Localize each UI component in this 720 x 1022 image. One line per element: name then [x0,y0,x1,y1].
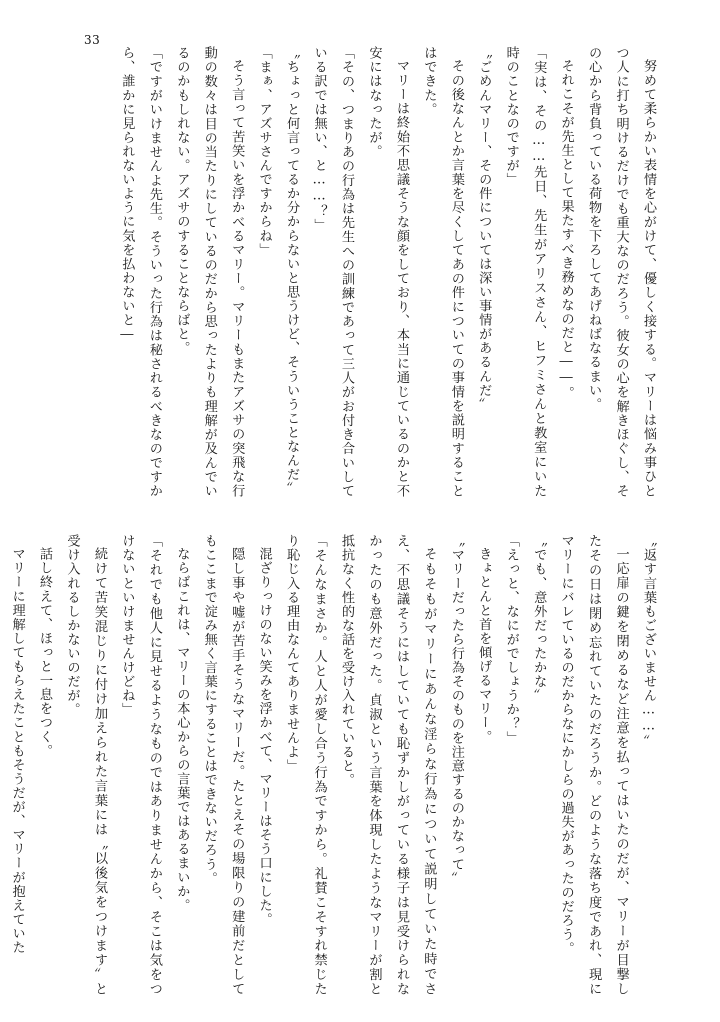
paragraph: 続けて苦笑混じりに付け加えられた言葉には〝以後気をつけます〟と受け入れるしかないのだが。 [64,534,107,996]
paragraph: 「ですがいけませんよ先生。そういった行為は秘されるべきなのですから、誰かに見られないように気を払わないと― [119,46,162,498]
paragraph: 〝ちょっと何言ってるか分からないと思うけど、そういうことなんだ〟 [284,46,300,496]
paragraph: 「そんなまさか。人と人が愛し合う行為ですから。礼賛こそすれ禁じたり恥じ入る理由なんてありませんよ」 [284,534,327,996]
paragraph: 「まぁ、アズサさんですからね」 [256,46,272,257]
paragraph: 話し終えて、ほっと一息をつく。 [37,547,53,758]
paragraph: 「実は、その……先日、先生がアリスさん、ヒフミさんと教室にいた時のことなのですが」 [503,46,547,498]
paragraph: 「それでも他人に見せるようなものではありませんから、そこは気をつけないといけませんけどね」 [119,534,162,996]
text-block-upper [54,46,662,498]
paragraph: ならばこれは、マリーの本心からの言葉ではあるまいか。 [174,547,190,913]
paragraph: マリーは終始不思議そうな顔をしており、本当に通じているのかと不安にはなったが。 [366,46,409,498]
paragraph: そもそもがマリーにあんな淫らな行為について説明していた時でさえ、不思議そうにはしていても恥ずかしがっている様子は見受けられなかったのも意外だった。貞淑という言葉を体現したようなマリーが割と抵抗なく性的な話を受け入れていると。 [339,534,437,996]
paragraph: 〝ごめんマリー、その件については深い事情があるんだ〟 [476,46,492,412]
paragraph: その後なんとか言葉を尽くしてあの件についての事情を説明することはできた。 [421,46,464,498]
paragraph: 一応扉の鍵を閉めるなど注意を払ってはいたのだが、マリーが目撃したその日は閉め忘れていたのだろうか。どのような落ち度であれ、現にマリーにバレているのだからなにかしらの過失があったのだろう。 [558,534,629,996]
page-number: 33 [84,33,101,47]
paragraph: 〝返す言葉もございません……〟 [641,534,656,749]
text-block-lower [9,534,662,996]
paragraph: 努めて柔らかい表情を心がけて、優しく接する。マリーは悩み事ひとつ人に打ち明けるだけでも重大なのだろう。彼女の心を解きほぐし、その心から背負っている荷物を下ろしてあげねばなるまい。 [586,46,656,498]
paragraph: それこそが先生として果たすべき務めなのだと――。 [558,59,574,400]
paragraph: きょとんと首を傾げるマリー。 [476,547,492,744]
paragraph: 〝でも、意外だったかな〟 [531,534,547,703]
paragraph: 混ざりっけのない笑みを浮かべて、マリーはそう口にした。 [256,547,272,927]
paragraph: 〝マリーだったら行為そのものを注意するのかなって〟 [448,534,464,886]
paragraph: マリーに理解してもらえたこともそうだが、マリーが抱えていた [9,547,25,955]
paragraph: そう言って苦笑いを浮かべるマリー。マリーもまたアズサの突飛な行動の数々は目の当たりにしているのだから思ったよりも理解が及んでいるのかもしれない。アズサのすることならばと。 [174,46,245,498]
paragraph: 「その、つまりあの行為は先生への訓練であって三人がお付き合いしている訳では無い、と……？」 [311,46,355,498]
paragraph: 「えっと、なにがでしょうか？」 [503,534,519,745]
paragraph: 隠し事や嘘が苦手そうなマリーだ。たとえその場限りの建前だとしてもここまで淀み無く言葉にすることはできないだろう。 [201,534,245,996]
